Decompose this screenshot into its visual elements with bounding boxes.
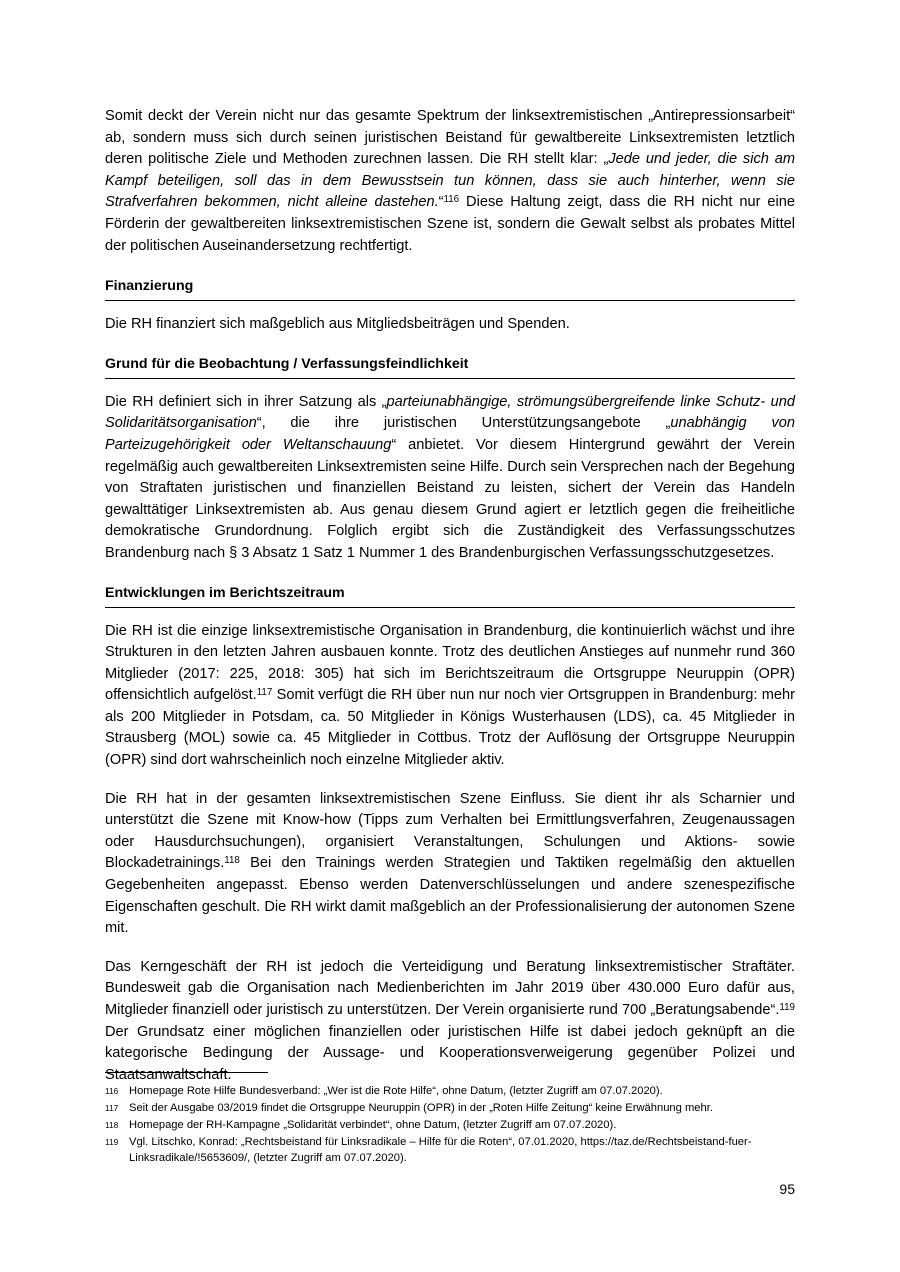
footnote-number: 117 [105,1103,119,1114]
paragraph-intro-seg3: Diese Haltung zeigt, dass die RH nicht nur eine Förderin der gewaltbereiten linksextremistischen Szene ist, sondern die Gewalt selbst als probates Mittel der politischen Auseinandersetzung rechtfertigt. [105,194,796,254]
paragraph-reason-quote2: unabhängig von Parteizugehörigkeit oder Weltanschauung [105,415,796,453]
footnote-number: 116 [105,1086,119,1096]
paragraph-intro-seg1: Somit deckt der Verein nicht nur das gesamte Spektrum der linksextremistischen „Antirepressionsarbeit“ ab, sondern muss sich durch seinen juristischen Beistand für gewaltbereite Linksextremisten letztlich deren politische Ziele und Methoden zurechnen lassen. Die RH stellt klar: „ [105,108,795,168]
footnote-ref-119[interactable]: 119 [779,1001,795,1013]
paragraph-development-1-seg1: Die RH ist die einzige linksextremistische Organisation in Brandenburg, die kontinuierlich wächst und ihre Strukturen in den letzten Jahren ausbauen konnte. Trotz des deutlichen Anstieges auf nunmehr rund 360 Mitglieder (2017: 225, 2018: 305) hat sich im Berichtszeitraum die Ortsgruppe Neuruppin (OPR) offensichtlich aufgelöst. [105,622,795,704]
section-developments-header [105,584,795,608]
paragraph-reason-seg2: “, die ihre juristischen Unterstützungsangebote „ [256,415,671,432]
paragraph-development-3-seg1: Das Kerngeschäft der RH ist jedoch die Verteidigung und Beratung linksextremistischer Straftäter. Bundesweit gab die Organisation nach Medienberichten im Jahr 2019 über 430.000 Euro dafür aus, Mitglieder finanziell oder juristisch zu unterstützen. Der Verein organisierte rund 700 „Beratungsabende“. [105,958,795,1018]
footnote-ref-118[interactable]: 118 [224,855,240,867]
paragraph-development-2-seg2: Bei den Trainings werden Strategien und Taktiken regelmäßig den aktuellen Gegebenheiten angepasst. Ebenso werden Datenverschlüsselungen und andere szenespezifische Eigenschaften geschult. Die RH wirkt damit maßgeblich an der Professionalisierung der autonomen Szene mit. [105,855,795,937]
paragraph-financing: Die RH finanziert sich maßgeblich aus Mitgliedsbeiträgen und Spenden. [105,316,570,333]
footnote-text: Homepage der RH-Kampagne „Solidarität verbindet“, ohne Datum, (letzter Zugriff am 07.07.2020). [129,1119,617,1132]
heading-financing: Finanzierung [105,277,795,301]
paragraph-development-2 [105,789,795,940]
paragraph-reason-quote1: parteiunabhängige, strömungsübergreifende linke Schutz- und Solidaritätsorganisation [105,393,796,432]
paragraph-development-1 [105,621,795,772]
footnote-item [105,1135,795,1166]
footnote-number: 118 [105,1120,119,1131]
footnote-text: Vgl. Litschko, Konrad: „Rechtsbeistand für Linksradikale – Hilfe für die Roten“, 07.01.2020, https://taz.de/Rechtsbeistand-fuer-Linksradikale/!5653609/, (letzter Zugriff am 07.07.2020). [129,1136,752,1164]
section-reason-header [105,355,795,379]
paragraph-intro-seg2: “ [438,194,444,211]
paragraph-intro-quote: Jede und jeder, die sich am Kampf beteiligen, soll das in dem Bewusstsein tun können, dass sie auch hinterher, wenn sie Strafverfahren bekommen, nicht alleine dastehen. [105,151,795,211]
footnote-item [105,1101,795,1117]
footnote-item [105,1084,795,1100]
footnote-item [105,1118,795,1134]
paragraph-intro [105,106,795,257]
footnote-separator-rule [105,1072,268,1073]
paragraph-development-3 [105,957,795,1087]
paragraph-reason-seg1: Die RH definiert sich in ihrer Satzung als „ [105,393,387,410]
footnote-ref-117[interactable]: 117 [256,687,273,699]
paragraph-development-3-seg2: Der Grundsatz einer möglichen finanziellen oder juristischen Hilfe ist dabei jedoch geknüpft an die kategorische Bedingung der Aussage- und Kooperationsverweigerung gegenüber Polizei und Staatsanwaltschaft. [105,1023,795,1083]
heading-developments: Entwicklungen im Berichtszeitraum [105,584,795,608]
paragraph-development-1-seg2: Somit verfügt die RH über nun nur noch vier Ortsgruppen in Brandenburg: mehr als 200 Mitglieder in Potsdam, ca. 50 Mitglieder in Königs Wusterhausen (LDS), ca. 45 Mitglieder in Strausberg (MOL) sowie ca. 45 Mitglieder in Cottbus. Trotz der Auflösung der Ortsgruppe Neuruppin (OPR) sind dort wahrscheinlich noch einzelne Mitglieder aktiv. [105,687,795,769]
paragraph-reason [105,392,795,565]
footnote-text: Seit der Ausgabe 03/2019 findet die Ortsgruppe Neuruppin (OPR) in der „Roten Hilfe Zeitung“ keine Erwähnung mehr. [129,1102,713,1115]
footnote-number: 119 [105,1137,119,1148]
footnote-ref-116[interactable]: 116 [443,194,460,206]
paragraph-reason-seg3: “ anbietet. Vor diesem Hintergrund gewährt der Verein regelmäßig auch gewaltbereiten Linksextremisten seine Hilfe. Durch sein Versprechen nach der Begehung von Straftaten juristischen und finanziellen Beistand zu leisten, sichert der Verein das Handeln gewalttätiger Linksextremisten ab. Aus genau diesem Grund agiert er letztlich gegen die freiheitliche demokratische Grundordnung. Folglich ergibt sich die Zuständigkeit des Verfassungsschutzes Brandenburg nach § 3 Absatz 1 Satz 1 Nummer 1 des Brandenburgischen Verfassungsschutzgesetzes. [105,436,795,561]
heading-reason: Grund für die Beobachtung / Verfassungsfeindlichkeit [105,355,795,379]
footnote-section [105,1072,795,1168]
section-financing-header [105,277,795,301]
footnote-text: Homepage Rote Hilfe Bundesverband: „Wer ist die Rote Hilfe“, ohne Datum, (letzter Zugriff am 07.07.2020). [129,1085,663,1097]
page-content [105,106,795,1086]
paragraph-development-2-seg1: Die RH hat in der gesamten linksextremistischen Szene Einfluss. Sie dient ihr als Scharnier und unterstützt die Szene mit Know-how (Tipps zum Verhalten bei Ermittlungsverfahren, Zeugenaussagen oder Hausdurchsuchungen), organisiert Veranstaltungen, Schulungen und Aktions- sowie Blockadetrainings. [105,790,795,872]
page-number: 95 [779,1181,795,1197]
